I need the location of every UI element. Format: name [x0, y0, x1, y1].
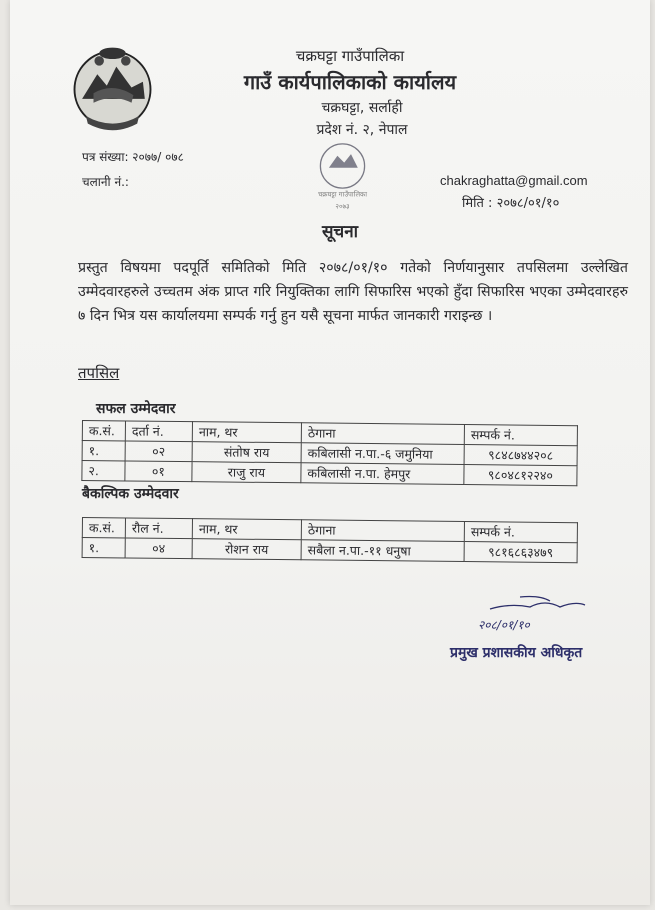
col-header: रौल नं.	[125, 518, 192, 539]
office-location: चक्रघट्टा, सर्लाही	[321, 100, 403, 116]
stamp-year: २०७३	[335, 202, 350, 211]
details-heading: तपसिल	[78, 364, 120, 382]
letter-number: पत्र संख्या: २०७७/ ०७८	[82, 150, 184, 164]
office-stamp	[300, 132, 385, 217]
table-row	[82, 461, 577, 486]
stamp-label: चक्रघट्टा गाउँपालिका	[317, 190, 368, 199]
successful-heading: सफल उम्मेदवार	[96, 401, 176, 417]
cell: ९८४८७४४२०८	[464, 445, 577, 466]
notice-body: प्रस्तुत विषयमा पदपूर्ति समितिको मिति २०७८/०१/१० गतेको निर्णयानुसार तपसिलमा उल्लेखित उम्मेदवारहरुले उच्चतम अंक प्राप्त गरि नियुक्तिका लागि सिफारिस भएको हुँदा सिफारिस भएका उम्मेदवारहरु ७ दिन भित्र यस कार्यालयमा सम्पर्क गर्नु हुन यसै सूचना मार्फत जानकारी गराइन्छ ।	[78, 260, 628, 324]
signature	[450, 595, 590, 640]
successful-candidates-table	[81, 420, 578, 486]
cell: ९८१६८६३४७९	[464, 542, 577, 563]
cell: ९८०४८१२२४०	[464, 465, 577, 486]
cell: कबिलासी न.पा. हेमपुर	[301, 463, 464, 485]
cell: २.	[82, 461, 125, 481]
cell: ०१	[125, 461, 192, 482]
cell: संतोष राय	[192, 442, 301, 463]
document-page	[10, 0, 650, 905]
notice-title: सूचना	[321, 222, 359, 242]
cell: सबैला न.पा.-११ धनुषा	[301, 540, 464, 562]
dispatch-number: चलानी नं.:	[82, 175, 129, 189]
alternate-heading: बैकल्पिक उम्मेदवार	[82, 486, 179, 502]
col-header: सम्पर्क नं.	[464, 425, 577, 446]
col-header: क.सं.	[82, 421, 125, 441]
col-header: दर्ता नं.	[125, 421, 192, 442]
cell: रोशन राय	[192, 539, 301, 560]
col-header: नाम, थर	[192, 519, 301, 540]
cell: १.	[82, 441, 125, 461]
contact-email: chakraghatta@gmail.com	[440, 173, 588, 188]
notice-date: मिति : २०७८/०१/१०	[462, 196, 560, 211]
office-province: प्रदेश नं. २, नेपाल	[316, 122, 408, 138]
cell: ०२	[125, 441, 192, 462]
cell: कबिलासी न.पा.-६ जमुनिया	[301, 443, 464, 465]
table-row	[82, 538, 577, 563]
cell: राजु राय	[192, 462, 301, 483]
col-header: क.सं.	[82, 518, 125, 538]
signatory-title: प्रमुख प्रशासकीय अधिकृत	[450, 645, 583, 661]
cell: ०४	[125, 538, 192, 559]
col-header: सम्पर्क नं.	[464, 522, 577, 543]
col-header: नाम, थर	[192, 422, 301, 443]
col-header: ठेगाना	[301, 423, 464, 445]
alternate-candidates-table	[82, 517, 578, 563]
cell: १.	[82, 538, 125, 558]
col-header: ठेगाना	[301, 520, 464, 542]
office-name: गाउँ कार्यपालिकाको कार्यालय	[243, 70, 457, 94]
signature-date: २०८/०१/१०	[478, 618, 530, 632]
municipality-name: चक्रघट्टा गाउँपालिका	[295, 47, 405, 65]
